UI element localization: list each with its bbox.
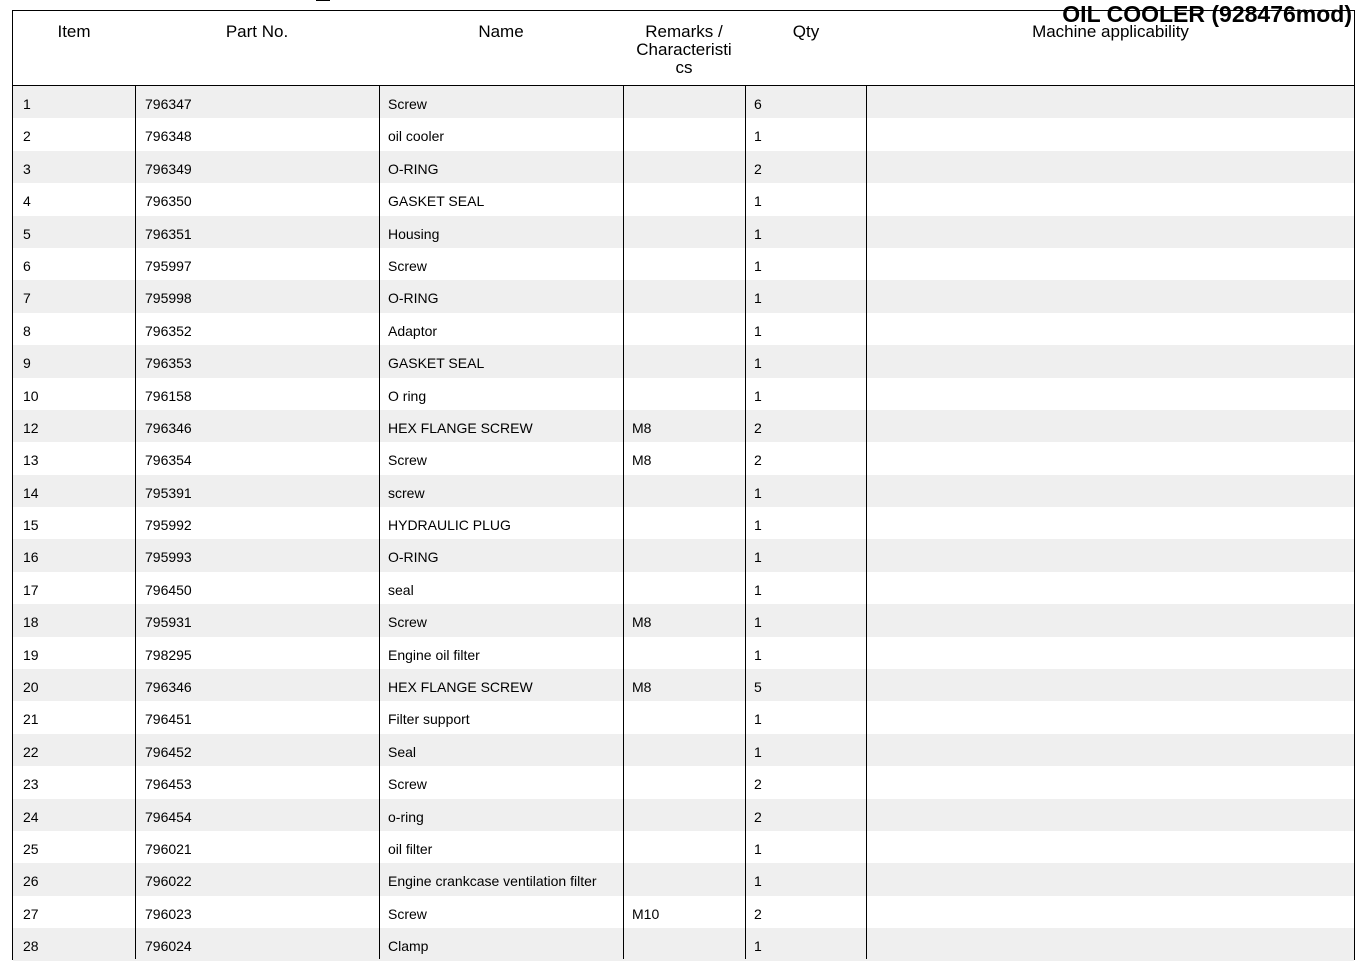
- cell-qty: 2: [754, 419, 762, 436]
- header-remarks-line1: Remarks /: [645, 22, 723, 41]
- table-row: [13, 637, 1354, 669]
- cell-part-no: 796024: [145, 938, 192, 955]
- table-body: [13, 86, 1354, 961]
- cell-name: Engine oil filter: [388, 646, 480, 663]
- column-divider: [745, 86, 746, 959]
- cell-part-no: 795993: [145, 549, 192, 566]
- cell-qty: 5: [754, 679, 762, 696]
- table-row: [13, 734, 1354, 766]
- cell-name: Adaptor: [388, 322, 438, 339]
- cell-item: 2: [23, 128, 31, 145]
- cell-item: 21: [23, 711, 39, 728]
- cell-qty: 1: [754, 193, 762, 210]
- cell-name: O ring: [388, 387, 427, 404]
- cell-qty: 1: [754, 614, 762, 631]
- cell-item: 4: [23, 193, 31, 210]
- cell-item: 23: [23, 776, 39, 793]
- cell-name: Screw: [388, 96, 427, 112]
- cell-remarks: M8: [632, 679, 652, 696]
- cell-name: screw: [388, 484, 425, 501]
- header-item: Item: [57, 22, 91, 41]
- cell-part-no: 796352: [145, 322, 192, 339]
- cell-item: 16: [23, 549, 39, 566]
- cell-part-no: 798295: [145, 646, 192, 663]
- table-row: [13, 183, 1354, 215]
- cell-name: O-RING: [388, 290, 439, 307]
- header-remarks-line3: cs: [675, 58, 693, 77]
- cell-qty: 1: [754, 322, 762, 339]
- cell-item: 17: [23, 581, 39, 598]
- cell-item: 24: [23, 808, 39, 825]
- cell-part-no: 796453: [145, 776, 192, 793]
- cell-part-no: 795998: [145, 290, 192, 307]
- cell-name: O-RING: [388, 549, 439, 566]
- page-title: OIL COOLER (928476mod): [1062, 1, 1352, 27]
- table-row: [13, 831, 1354, 863]
- cell-name: O-RING: [388, 160, 439, 177]
- cell-name: Screw: [388, 257, 427, 274]
- table-row: [13, 896, 1354, 928]
- cell-name: Engine crankcase ventilation filter: [388, 873, 597, 890]
- cell-qty: 2: [754, 776, 762, 793]
- cell-part-no: 796021: [145, 840, 192, 857]
- cell-qty: 1: [754, 938, 762, 955]
- cell-name: Seal: [388, 743, 417, 760]
- table-row: [13, 410, 1354, 442]
- cell-part-no: 796354: [145, 452, 192, 469]
- header-machine-applicability: Machine applicability: [1032, 22, 1189, 41]
- cell-part-no: 796346: [145, 419, 192, 436]
- table-row: [13, 572, 1354, 604]
- cell-name: Screw: [388, 905, 427, 922]
- table-row: [13, 280, 1354, 312]
- table-row: [13, 507, 1354, 539]
- cell-item: 25: [23, 840, 39, 857]
- cell-part-no: 796454: [145, 808, 192, 825]
- cell-name: GASKET SEAL: [388, 193, 485, 210]
- cell-qty: 1: [754, 581, 762, 598]
- cell-qty: 1: [754, 840, 762, 857]
- cell-name: HEX FLANGE SCREW: [388, 419, 533, 436]
- decorative-dash: [316, 0, 330, 1]
- cell-remarks: M8: [632, 452, 652, 469]
- cell-qty: 6: [754, 96, 762, 112]
- table-row: [13, 799, 1354, 831]
- cell-part-no: 796022: [145, 873, 192, 890]
- cell-name: Housing: [388, 225, 440, 242]
- cell-qty: 2: [754, 160, 762, 177]
- cell-qty: 1: [754, 549, 762, 566]
- cell-item: 5: [23, 225, 31, 242]
- cell-name: Screw: [388, 452, 427, 469]
- header-remarks: [623, 23, 745, 77]
- cell-qty: 1: [754, 484, 762, 501]
- cell-item: 9: [23, 355, 31, 372]
- cell-part-no: 796347: [145, 96, 192, 112]
- cell-part-no: 796451: [145, 711, 192, 728]
- table-row: [13, 928, 1354, 960]
- cell-part-no: 796158: [145, 387, 192, 404]
- cell-name: GASKET SEAL: [388, 355, 485, 372]
- cell-remarks: M8: [632, 419, 652, 436]
- cell-qty: 1: [754, 290, 762, 307]
- header-remarks-line2: Characteristi: [636, 40, 732, 59]
- header-qty: Qty: [792, 22, 820, 41]
- cell-qty: 2: [754, 808, 762, 825]
- table-row: [13, 604, 1354, 636]
- table-row: [13, 766, 1354, 798]
- table-row: [13, 378, 1354, 410]
- cell-item: 8: [23, 322, 31, 339]
- cell-qty: 1: [754, 355, 762, 372]
- cell-part-no: 796450: [145, 581, 192, 598]
- cell-name: HEX FLANGE SCREW: [388, 679, 533, 696]
- cell-item: 7: [23, 290, 31, 307]
- table-row: [13, 345, 1354, 377]
- cell-qty: 1: [754, 646, 762, 663]
- cell-part-no: 796023: [145, 905, 192, 922]
- cell-qty: 2: [754, 452, 762, 469]
- cell-qty: 1: [754, 128, 762, 145]
- column-divider: [135, 86, 136, 959]
- cell-part-no: 796353: [145, 355, 192, 372]
- cell-remarks: M10: [632, 905, 660, 922]
- table-row: [13, 151, 1354, 183]
- cell-part-no: 796348: [145, 128, 192, 145]
- column-divider: [379, 86, 380, 959]
- cell-part-no: 795391: [145, 484, 192, 501]
- cell-name: seal: [388, 581, 414, 598]
- cell-item: 13: [23, 452, 39, 469]
- parts-table: [12, 10, 1355, 960]
- table-row: [13, 248, 1354, 280]
- cell-part-no: 795992: [145, 517, 192, 534]
- table-row: [13, 442, 1354, 474]
- cell-qty: 1: [754, 711, 762, 728]
- cell-part-no: 795997: [145, 257, 192, 274]
- cell-item: 12: [23, 419, 39, 436]
- cell-remarks: M8: [632, 614, 652, 631]
- cell-name: Screw: [388, 614, 427, 631]
- table-row: [13, 313, 1354, 345]
- cell-item: 20: [23, 679, 39, 696]
- cell-qty: 1: [754, 225, 762, 242]
- table-row: [13, 539, 1354, 571]
- header-part-no: Part No.: [225, 22, 289, 41]
- column-divider: [866, 86, 867, 959]
- cell-qty: 1: [754, 257, 762, 274]
- table-row: [13, 863, 1354, 895]
- cell-name: Screw: [388, 776, 427, 793]
- cell-item: 26: [23, 873, 39, 890]
- cell-item: 22: [23, 743, 39, 760]
- cell-qty: 1: [754, 517, 762, 534]
- cell-item: 1: [23, 96, 31, 112]
- table-row: [13, 118, 1354, 150]
- header-name: Name: [478, 22, 524, 41]
- cell-item: 15: [23, 517, 39, 534]
- cell-part-no: 796351: [145, 225, 192, 242]
- cell-name: Clamp: [388, 938, 429, 955]
- table-row: [13, 669, 1354, 701]
- table-row: [13, 86, 1354, 118]
- cell-name: oil cooler: [388, 128, 445, 145]
- table-row: [13, 475, 1354, 507]
- cell-qty: 1: [754, 743, 762, 760]
- cell-item: 18: [23, 614, 39, 631]
- cell-item: 3: [23, 160, 31, 177]
- cell-part-no: 796350: [145, 193, 192, 210]
- table-row: [13, 701, 1354, 733]
- cell-item: 28: [23, 938, 39, 955]
- cell-item: 14: [23, 484, 39, 501]
- cell-name: Filter support: [388, 711, 470, 728]
- cell-item: 27: [23, 905, 39, 922]
- cell-qty: 2: [754, 905, 762, 922]
- cell-name: oil filter: [388, 840, 433, 857]
- cell-item: 19: [23, 646, 39, 663]
- cell-part-no: 796452: [145, 743, 192, 760]
- cell-qty: 1: [754, 873, 762, 890]
- cell-item: 6: [23, 257, 31, 274]
- column-divider: [623, 86, 624, 959]
- cell-qty: 1: [754, 387, 762, 404]
- table-row: [13, 216, 1354, 248]
- cell-part-no: 796346: [145, 679, 192, 696]
- cell-name: o-ring: [388, 808, 424, 825]
- cell-name: HYDRAULIC PLUG: [388, 517, 511, 534]
- cell-part-no: 795931: [145, 614, 192, 631]
- cell-item: 10: [23, 387, 39, 404]
- cell-part-no: 796349: [145, 160, 192, 177]
